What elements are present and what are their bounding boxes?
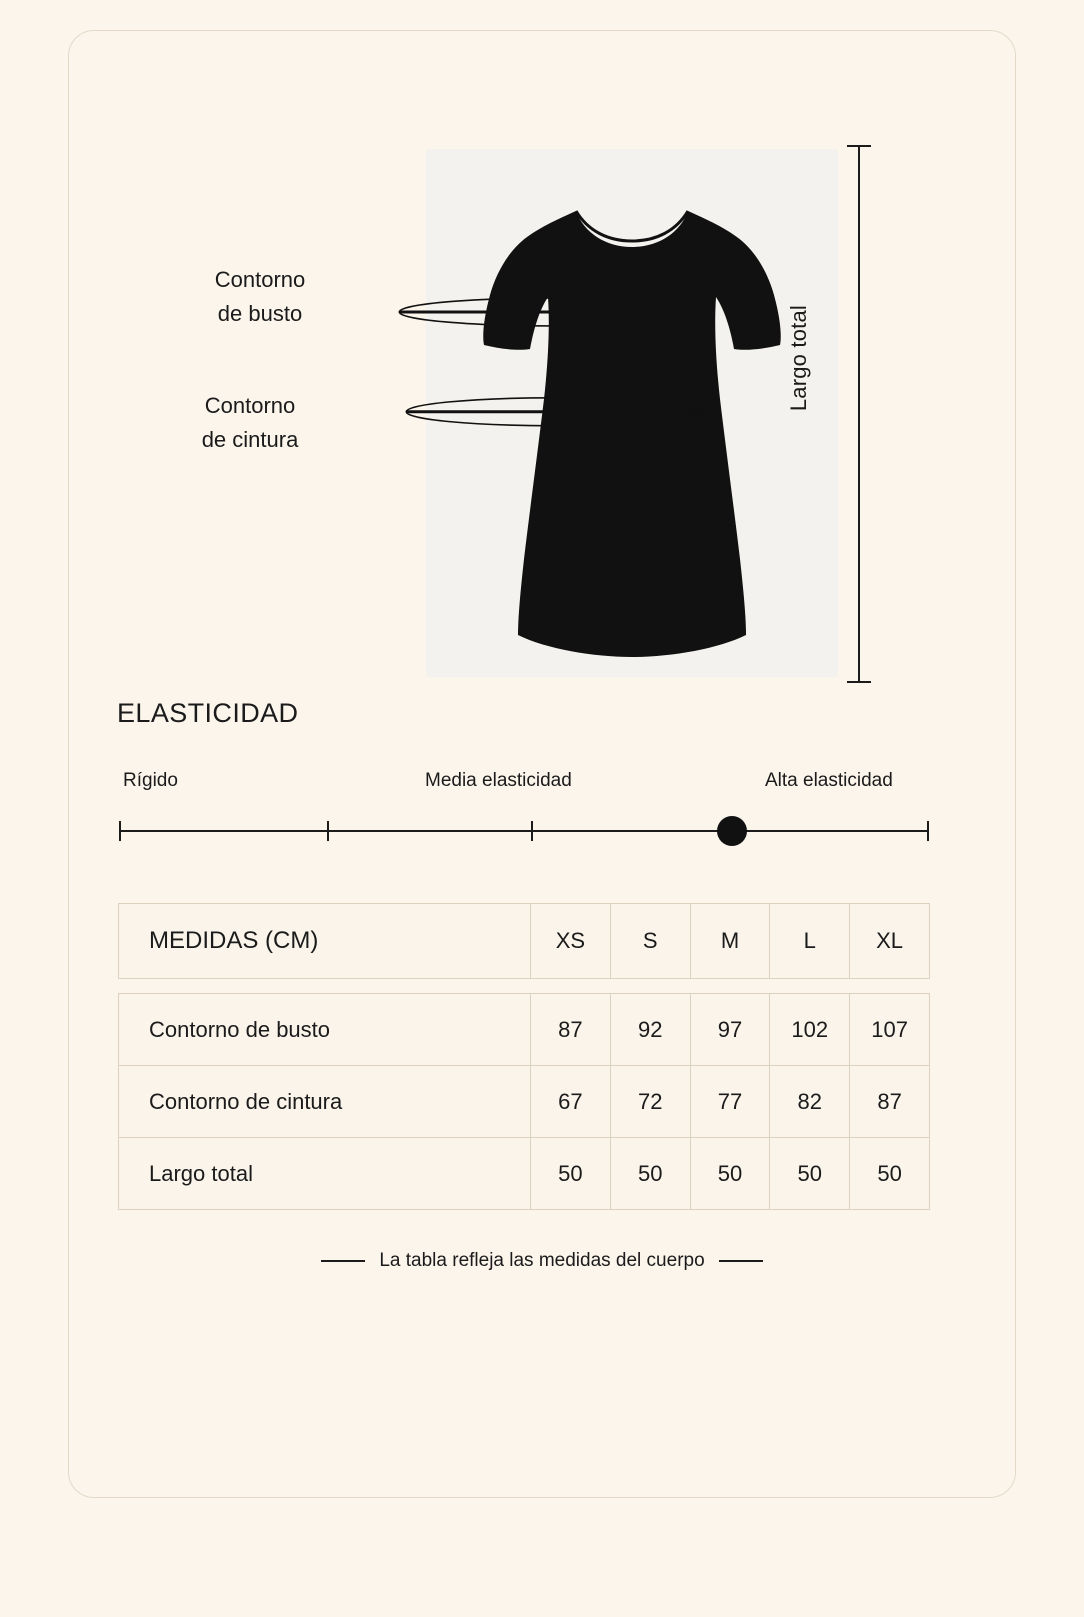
length-label: Largo total	[786, 305, 811, 412]
total-length-dimension-line	[858, 145, 860, 683]
elasticity-marker[interactable]	[717, 816, 747, 846]
elasticity-tick-0	[119, 821, 121, 841]
size-guide-card	[68, 30, 1016, 1498]
cell-length-xl: 50	[850, 1138, 930, 1210]
cell-bust-xs: 87	[531, 994, 611, 1066]
footnote-dash-left	[321, 1260, 365, 1262]
table-row	[119, 1138, 930, 1210]
elasticity-scale[interactable]	[119, 830, 929, 832]
cell-length-s: 50	[610, 1138, 690, 1210]
cell-bust-l: 102	[770, 994, 850, 1066]
cell-bust-xl: 107	[850, 994, 930, 1066]
bust-label-line1: Contorno	[214, 267, 306, 292]
elasticity-tick-1	[327, 821, 329, 841]
row-label-waist: Contorno de cintura	[119, 1066, 531, 1138]
table-footnote	[0, 1250, 1084, 1272]
cell-bust-s: 92	[610, 994, 690, 1066]
measurement-overlay	[69, 31, 1015, 1497]
cell-waist-l: 82	[770, 1066, 850, 1138]
footnote-dash-right	[719, 1260, 763, 1262]
table-header-xl: XL	[850, 904, 930, 979]
elasticity-legend	[117, 770, 929, 796]
footnote-text: La tabla refleja las medidas del cuerpo	[379, 1250, 705, 1271]
cell-waist-m: 77	[690, 1066, 770, 1138]
table-row	[119, 994, 930, 1066]
elasticity-level-rigid: Rígido	[123, 770, 178, 791]
row-label-bust: Contorno de busto	[119, 994, 531, 1066]
cell-waist-xs: 67	[531, 1066, 611, 1138]
table-row	[119, 1066, 930, 1138]
table-spacer	[119, 979, 930, 994]
measurements-table	[118, 903, 930, 1210]
cell-length-m: 50	[690, 1138, 770, 1210]
table-header-measures: MEDIDAS (CM)	[119, 904, 531, 979]
cell-bust-m: 97	[690, 994, 770, 1066]
elasticity-level-high: Alta elasticidad	[765, 770, 893, 791]
table-header-s: S	[610, 904, 690, 979]
table-header-xs: XS	[531, 904, 611, 979]
cell-length-l: 50	[770, 1138, 850, 1210]
cell-waist-s: 72	[610, 1066, 690, 1138]
cell-length-xs: 50	[531, 1138, 611, 1210]
bust-label-line2: de busto	[217, 301, 303, 326]
row-label-length: Largo total	[119, 1138, 531, 1210]
table-header-m: M	[690, 904, 770, 979]
waist-label-line1: Contorno	[204, 393, 296, 418]
table-header-row	[119, 904, 930, 979]
bust-label	[160, 263, 360, 331]
elasticity-level-medium: Media elasticidad	[425, 770, 572, 791]
table-header-l: L	[770, 904, 850, 979]
elasticity-title: ELASTICIDAD	[117, 698, 299, 728]
waist-label	[150, 389, 350, 457]
cell-waist-xl: 87	[850, 1066, 930, 1138]
waist-label-line2: de cintura	[201, 427, 299, 452]
elasticity-tick-3	[927, 821, 929, 841]
elasticity-tick-2	[531, 821, 533, 841]
